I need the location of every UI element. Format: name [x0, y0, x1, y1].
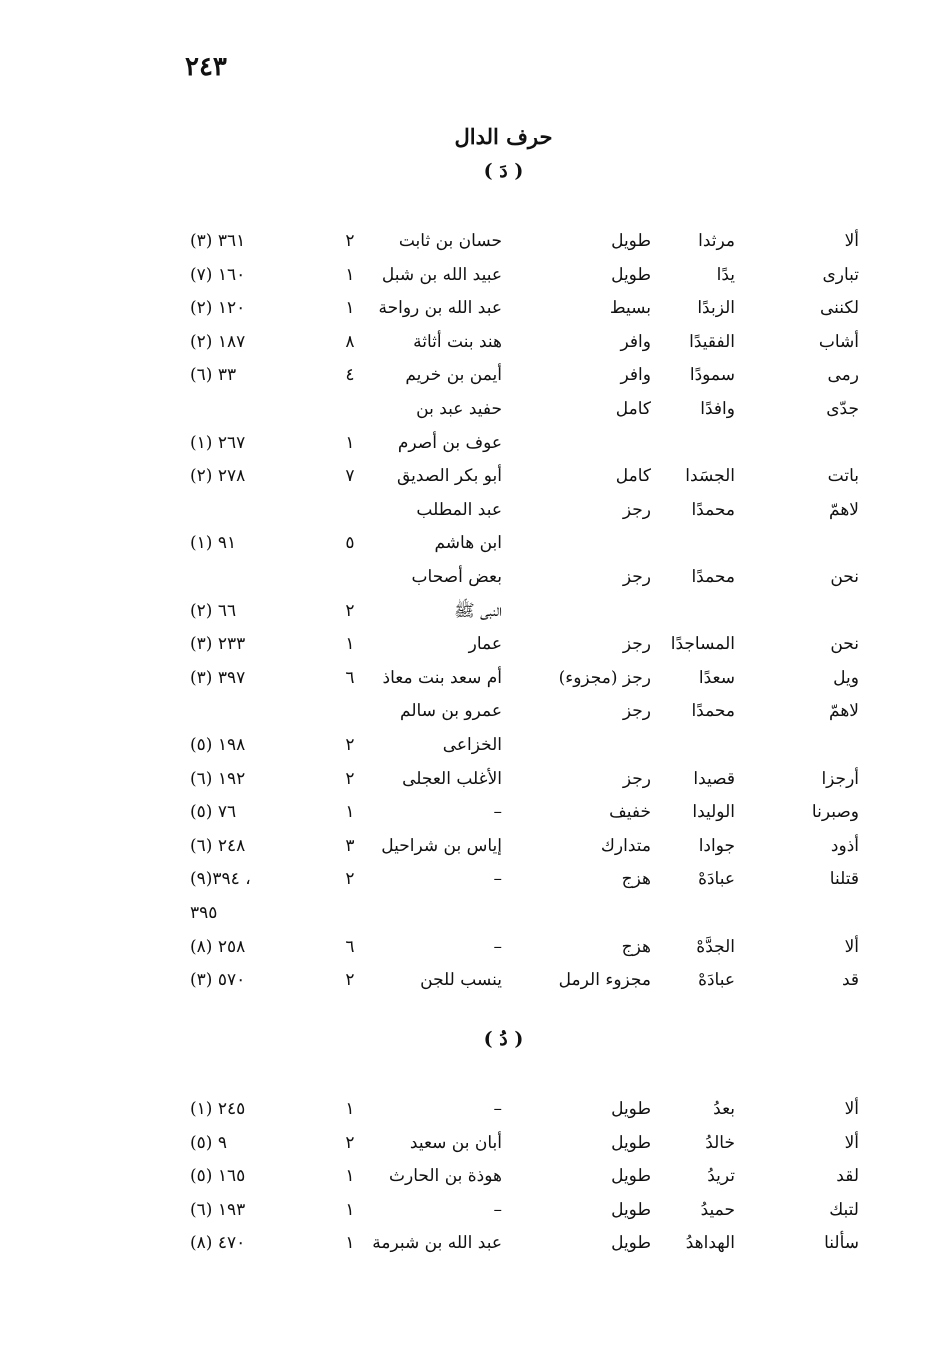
verse-count: ٢ — [345, 600, 355, 621]
page-reference: ٢٧٨ (٢) — [190, 466, 246, 487]
page-reference: ١٩٢ (٦) — [190, 768, 246, 789]
table-row — [0, 1127, 947, 1160]
first-word: جدّى — [826, 399, 859, 419]
first-word: ألا — [844, 231, 859, 251]
verse-count: ١ — [345, 298, 355, 319]
rhyme-word: عبادَهْ — [698, 869, 735, 890]
meter: رجز (مجزوء) — [558, 667, 651, 688]
poet-name: أيمن بن خريم — [405, 365, 502, 386]
meter: طويل — [611, 1132, 651, 1153]
poet-name: حسان بن ثابت — [398, 231, 502, 251]
rhyme-word: عبادَهْ — [698, 970, 735, 991]
table-row — [0, 292, 947, 325]
poet-name: عوف بن أصرم — [397, 432, 502, 453]
poet-name: عبيد الله بن شبل — [381, 264, 502, 285]
verse-count: ١ — [345, 802, 355, 823]
section-title: حرف الدال — [454, 124, 553, 149]
poet-name: النبى ﷺ — [454, 600, 502, 621]
rhyme-word: محمدًا — [691, 701, 735, 722]
first-word: ألا — [844, 1132, 859, 1153]
verse-count: ٧ — [345, 466, 355, 487]
first-word: ألا — [844, 1099, 859, 1119]
poet-name: هوذة بن الحارث — [389, 1166, 502, 1187]
poet-name: الخزاعى — [442, 735, 502, 755]
first-word: قد — [841, 970, 859, 991]
verse-count: ٢ — [345, 869, 355, 890]
rhyme-word: قصيدا — [693, 768, 735, 789]
verse-count: ١ — [345, 264, 355, 285]
poet-name: عبد الله بن شبرمة — [372, 1233, 502, 1254]
table-row — [0, 1160, 947, 1193]
rhyme-word: الزبدًا — [697, 298, 735, 319]
poet-name: – — [493, 1099, 502, 1119]
page-reference: ١٦٠ (٧) — [190, 264, 246, 285]
first-word: سألنا — [824, 1233, 859, 1254]
poet-name: – — [493, 1199, 502, 1220]
meter: طويل — [611, 1166, 651, 1187]
page-reference: ٦٦ (٢) — [190, 600, 237, 621]
meter: وافر — [620, 331, 651, 352]
rhyme-word: جوادا — [698, 835, 735, 856]
verse-count: ١ — [345, 432, 355, 453]
meter: هزج — [621, 869, 651, 890]
table-row — [0, 259, 947, 292]
table-row — [0, 628, 947, 661]
subsection-heading-damma: ( دُ ) — [483, 1028, 524, 1050]
subsection-heading-fatha: ( دَ ) — [483, 160, 524, 182]
rhyme-word: حميدُ — [700, 1199, 735, 1220]
meter: هزج — [621, 936, 651, 957]
verse-count: ٢ — [345, 970, 355, 991]
page-reference: ٢٤٨ (٦) — [190, 835, 246, 856]
meter: مجزوء الرمل — [558, 970, 651, 991]
poet-name: الأغلب العجلى — [402, 768, 502, 789]
page-reference: ٢٥٨ (٨) — [190, 936, 246, 957]
poet-name: أم سعد بنت معاذ — [382, 667, 502, 688]
poet-name: ينسب للجن — [420, 970, 502, 991]
poet-name: حفيد عبد بن — [416, 399, 502, 419]
table-row — [0, 460, 947, 493]
poet-name: – — [493, 936, 502, 957]
rhyme-word: وافدًا — [700, 399, 735, 419]
rhyme-word: سمودًا — [689, 365, 735, 386]
verse-count: ٢ — [345, 1132, 355, 1153]
poet-name: هند بنت أثاثة — [413, 331, 502, 352]
poet-name: بعض أصحاب — [411, 567, 502, 587]
page-reference: ٣٦١ (٣) — [190, 231, 246, 251]
poet-name: عمرو بن سالم — [400, 701, 502, 722]
verse-count: ٨ — [345, 331, 355, 352]
first-word: أرجزا — [821, 768, 859, 789]
verse-count: ١ — [345, 1233, 355, 1254]
first-word: نحن — [830, 567, 859, 587]
verse-count: ١ — [345, 1199, 355, 1220]
poet-name: أبو بكر الصديق — [396, 466, 502, 487]
rhyme-word: الوليدا — [692, 802, 735, 823]
meter: بسيط — [609, 298, 651, 319]
page-reference: ١٩٣ (٦) — [190, 1199, 246, 1220]
verse-count: ٤ — [345, 365, 355, 386]
poet-name: عبد المطلب — [416, 499, 502, 520]
rhyme-word: مرثدا — [698, 231, 735, 251]
verse-count: ١ — [345, 634, 355, 655]
meter: رجز — [622, 499, 651, 520]
rhyme-word: تريدُ — [707, 1166, 735, 1187]
rhyme-word: بعدُ — [713, 1099, 735, 1119]
rhyme-word: يدًا — [716, 264, 735, 285]
rhyme-word: المساجدًا — [670, 634, 735, 655]
meter: كامل — [615, 466, 651, 487]
page-number: ٢٤٣ — [185, 52, 227, 82]
first-word: تبارى — [822, 264, 859, 285]
meter: طويل — [611, 1199, 651, 1220]
meter: متدارك — [600, 835, 651, 856]
first-word: لتبك — [829, 1199, 859, 1220]
first-word: ألا — [844, 936, 859, 957]
first-word: ويل — [833, 667, 859, 688]
table-row — [0, 427, 947, 460]
poet-name: أبان بن سعيد — [409, 1132, 502, 1153]
meter: خفيف — [609, 802, 651, 823]
table-row — [0, 763, 947, 796]
verse-count: ٢ — [345, 768, 355, 789]
rhyme-word: محمدًا — [691, 499, 735, 520]
table-row — [0, 1194, 947, 1227]
meter: رجز — [622, 634, 651, 655]
first-word: لكننى — [820, 298, 859, 319]
poet-name: عمار — [468, 634, 502, 655]
verse-count: ٢ — [345, 231, 355, 251]
meter: رجز — [622, 567, 651, 587]
poet-name: ابن هاشم — [434, 533, 502, 554]
poet-name: – — [493, 869, 502, 890]
verse-count: ١ — [345, 1099, 355, 1119]
table-row — [0, 326, 947, 359]
poet-name: – — [493, 802, 502, 823]
first-word: رمى — [827, 365, 859, 386]
table-row — [0, 561, 947, 594]
table-row — [0, 1093, 947, 1126]
poet-name: إياس بن شراحيل — [381, 835, 502, 856]
first-word: نحن — [830, 634, 859, 655]
table-row — [0, 359, 947, 392]
first-word: قتلنا — [829, 869, 859, 890]
page-reference: ٣٩٧ (٣) — [190, 667, 246, 688]
table-row — [0, 662, 947, 695]
first-word: وصبرنا — [811, 802, 859, 823]
page-reference: ٢٤٥ (١) — [190, 1099, 246, 1119]
table-row — [0, 796, 947, 829]
page-reference: ٢٦٧ (١) — [190, 432, 246, 453]
meter: وافر — [620, 365, 651, 386]
verse-count: ٦ — [345, 936, 355, 957]
table-row — [0, 393, 947, 426]
meter: طويل — [611, 1233, 651, 1254]
meter: طويل — [611, 231, 651, 251]
verse-count: ٦ — [345, 667, 355, 688]
rhyme-word: سعدًا — [698, 667, 735, 688]
meter: رجز — [622, 768, 651, 789]
table-row — [0, 830, 947, 863]
first-word: لقد — [836, 1166, 859, 1187]
first-word: لاهمّ — [829, 701, 859, 722]
rhyme-word: الهداهدُ — [685, 1233, 735, 1254]
first-word: أذود — [830, 835, 859, 856]
page-reference: ١٩٨ (٥) — [190, 735, 246, 755]
verse-count: ٢ — [345, 735, 355, 755]
page-reference: ١٢٠ (٢) — [190, 298, 246, 319]
meter: رجز — [622, 701, 651, 722]
rhyme-word: الفقيدًا — [689, 331, 735, 352]
first-word: باتت — [827, 466, 859, 487]
table-row — [0, 897, 947, 930]
page-reference: ٩١ (١) — [190, 533, 237, 554]
table-row — [0, 225, 947, 258]
table-row — [0, 494, 947, 527]
poet-name: عبد الله بن رواحة — [378, 298, 502, 319]
table-row — [0, 695, 947, 728]
verse-count: ٥ — [345, 533, 355, 554]
page-reference: ٩ (٥) — [190, 1132, 227, 1153]
table-row — [0, 964, 947, 997]
page-reference: ٣٣ (٦) — [190, 365, 237, 386]
verse-count: ٣ — [345, 835, 355, 856]
rhyme-word: خالدُ — [705, 1132, 735, 1153]
page-reference: ١٦٥ (٥) — [190, 1166, 246, 1187]
meter: طويل — [611, 1099, 651, 1119]
page-reference: ١٨٧ (٢) — [190, 331, 246, 352]
first-word: لاهمّ — [829, 499, 859, 520]
table-row — [0, 1227, 947, 1260]
first-word: أشاب — [818, 331, 859, 352]
table-row — [0, 729, 947, 762]
rhyme-word: محمدًا — [691, 567, 735, 587]
table-row — [0, 863, 947, 896]
table-row — [0, 595, 947, 628]
rhyme-word: الجدَّهْ — [696, 936, 735, 957]
page-reference: ٢٣٣ (٣) — [190, 634, 246, 655]
meter: طويل — [611, 264, 651, 285]
table-row — [0, 931, 947, 964]
table-row — [0, 527, 947, 560]
rhyme-word: الجسَدا — [685, 466, 735, 487]
page-reference: ٥٧٠ (٣) — [190, 970, 246, 991]
verse-count: ١ — [345, 1166, 355, 1187]
page-reference: ٧٦ (٥) — [190, 802, 237, 823]
page-reference: ٤٧٠ (٨) — [190, 1233, 246, 1254]
page-reference: ٣٩٤(٩) ، — [190, 869, 251, 890]
page-reference: ٣٩٥ — [190, 903, 218, 923]
meter: كامل — [615, 399, 651, 419]
